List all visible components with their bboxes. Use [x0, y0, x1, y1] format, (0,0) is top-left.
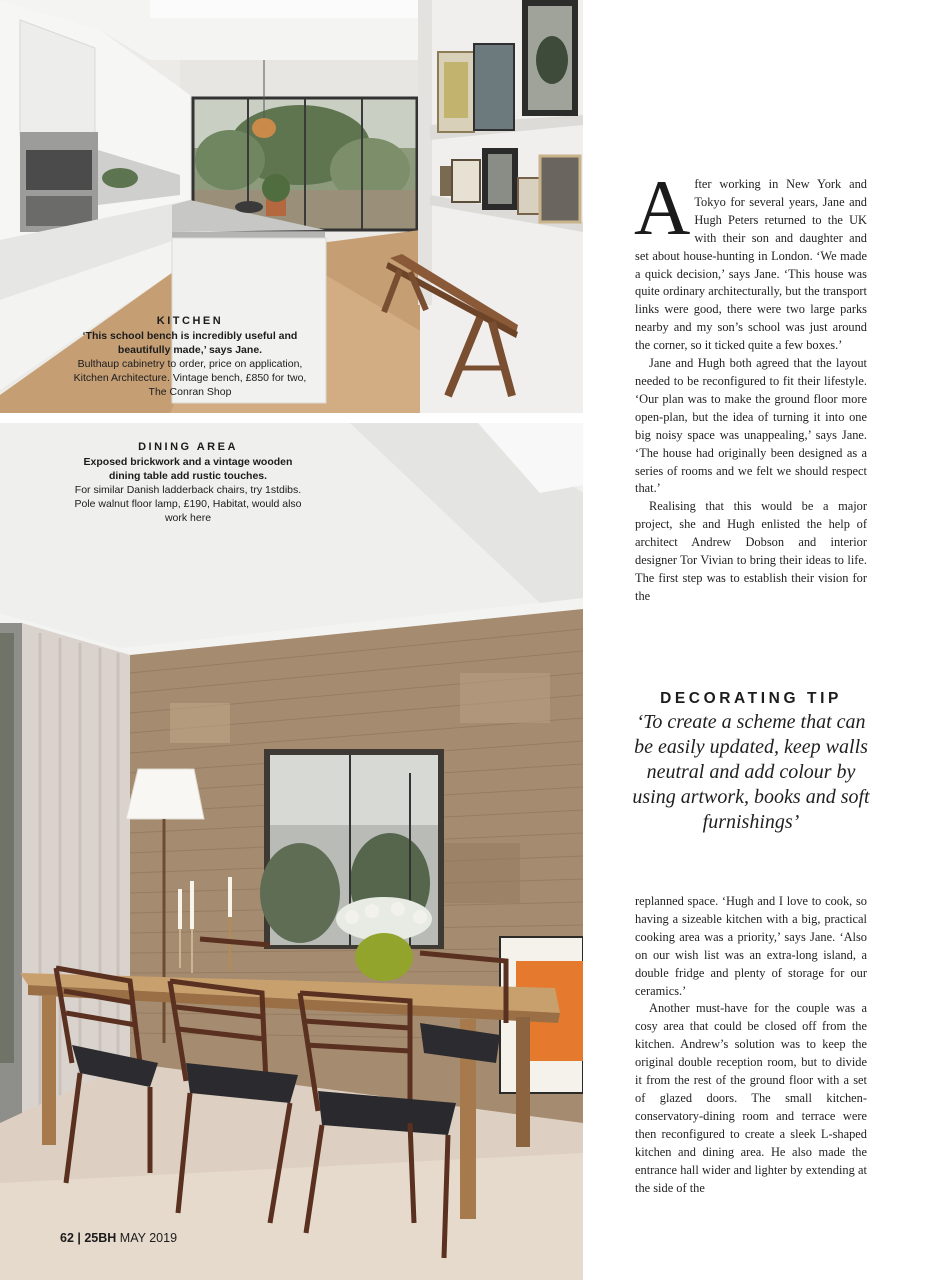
decorating-tip-quote: ‘To create a scheme that can be easily updated, keep walls neutral and add colour by using artwork, books and soft furnishings’ — [632, 711, 870, 833]
page-folio — [60, 1231, 177, 1245]
decorating-tip-title: DECORATING TIP — [660, 690, 842, 707]
kitchen-caption-title: KITCHEN — [156, 315, 224, 327]
decorating-tip — [632, 690, 870, 835]
issue-date: MAY 2019 — [116, 1231, 178, 1245]
article-paragraph: replanned space. ‘Hugh and I love to cook, so having a sizeable kitchen with a big, practical cooking area was a priority,’ says Jane. ‘Also on our wish list was an extra-long island, a double fridge and plenty of storage for our ceramics.’ — [635, 894, 867, 998]
folio-separator: | — [73, 1231, 85, 1245]
article-column-top — [634, 164, 867, 606]
dining-caption-title: DINING AREA — [138, 441, 238, 453]
article-paragraph: Realising that this would be a major project, she and Hugh enlisted the help of architect Andrew Dobson and interior designer Tor Vivian to bring their ideas to life. The first step was to establish their vision for the — [635, 499, 867, 603]
article-paragraph: Another must-have for the couple was a cosy area that could be closed off from the kitchen. Andrew’s solution was to keep the original double reception room, but to divide it from the rest of the ground floor with a set of glazed doors. The small kitchen-conservatory-dining room and terrace were then reconfigured to create a sleek L-shaped kitchen and dining area. He also made the entrance hall wider and lighter by extending at the side of the — [635, 1001, 867, 1195]
dining-caption-quote: Exposed brickwork and a vintage wooden dining table add rustic touches. — [83, 456, 293, 482]
kitchen-caption — [70, 314, 310, 399]
dining-caption-body: For similar Danish ladderback chairs, try 1stdibs. Pole walnut floor lamp, £190, Habitat, would also work here — [74, 484, 302, 524]
magazine-brand: 25BH — [84, 1231, 117, 1245]
kitchen-caption-body: Bulthaup cabinetry to order, price on application, Kitchen Architecture. Vintage bench, £850 for two, The Conran Shop — [73, 358, 307, 398]
dining-caption — [68, 440, 308, 525]
paragraph-text: fter working in New York and Tokyo for several years, Jane and Hugh Peters returned to the UK with their son and daughter and set about house-hunting in London. ‘We made a quick decision,’ says Jane. ‘This house was quite ordinary architecturally, but the transport links were good, there were two large parks nearby and my son’s school was just around the corner, so it ticked quite a few boxes.’ — [635, 177, 867, 353]
article-column-bottom — [635, 893, 867, 1197]
dining-photo — [0, 423, 583, 1280]
article-paragraph: Jane and Hugh both agreed that the layout needed to be reconfigured to fit their lifestyle. ‘Our plan was to make the ground floor more open-plan, but the idea of turning it into one big noisy space was unappealing,’ says Jane. ‘The house had originally been designed as a series of rooms and we felt we should respect that.’ — [635, 356, 867, 496]
article-paragraph — [634, 164, 867, 355]
drop-cap: A — [634, 164, 691, 251]
kitchen-caption-quote: ‘This school bench is incredibly useful and beautifully made,’ says Jane. — [82, 330, 298, 356]
page-number: 62 — [60, 1231, 74, 1245]
